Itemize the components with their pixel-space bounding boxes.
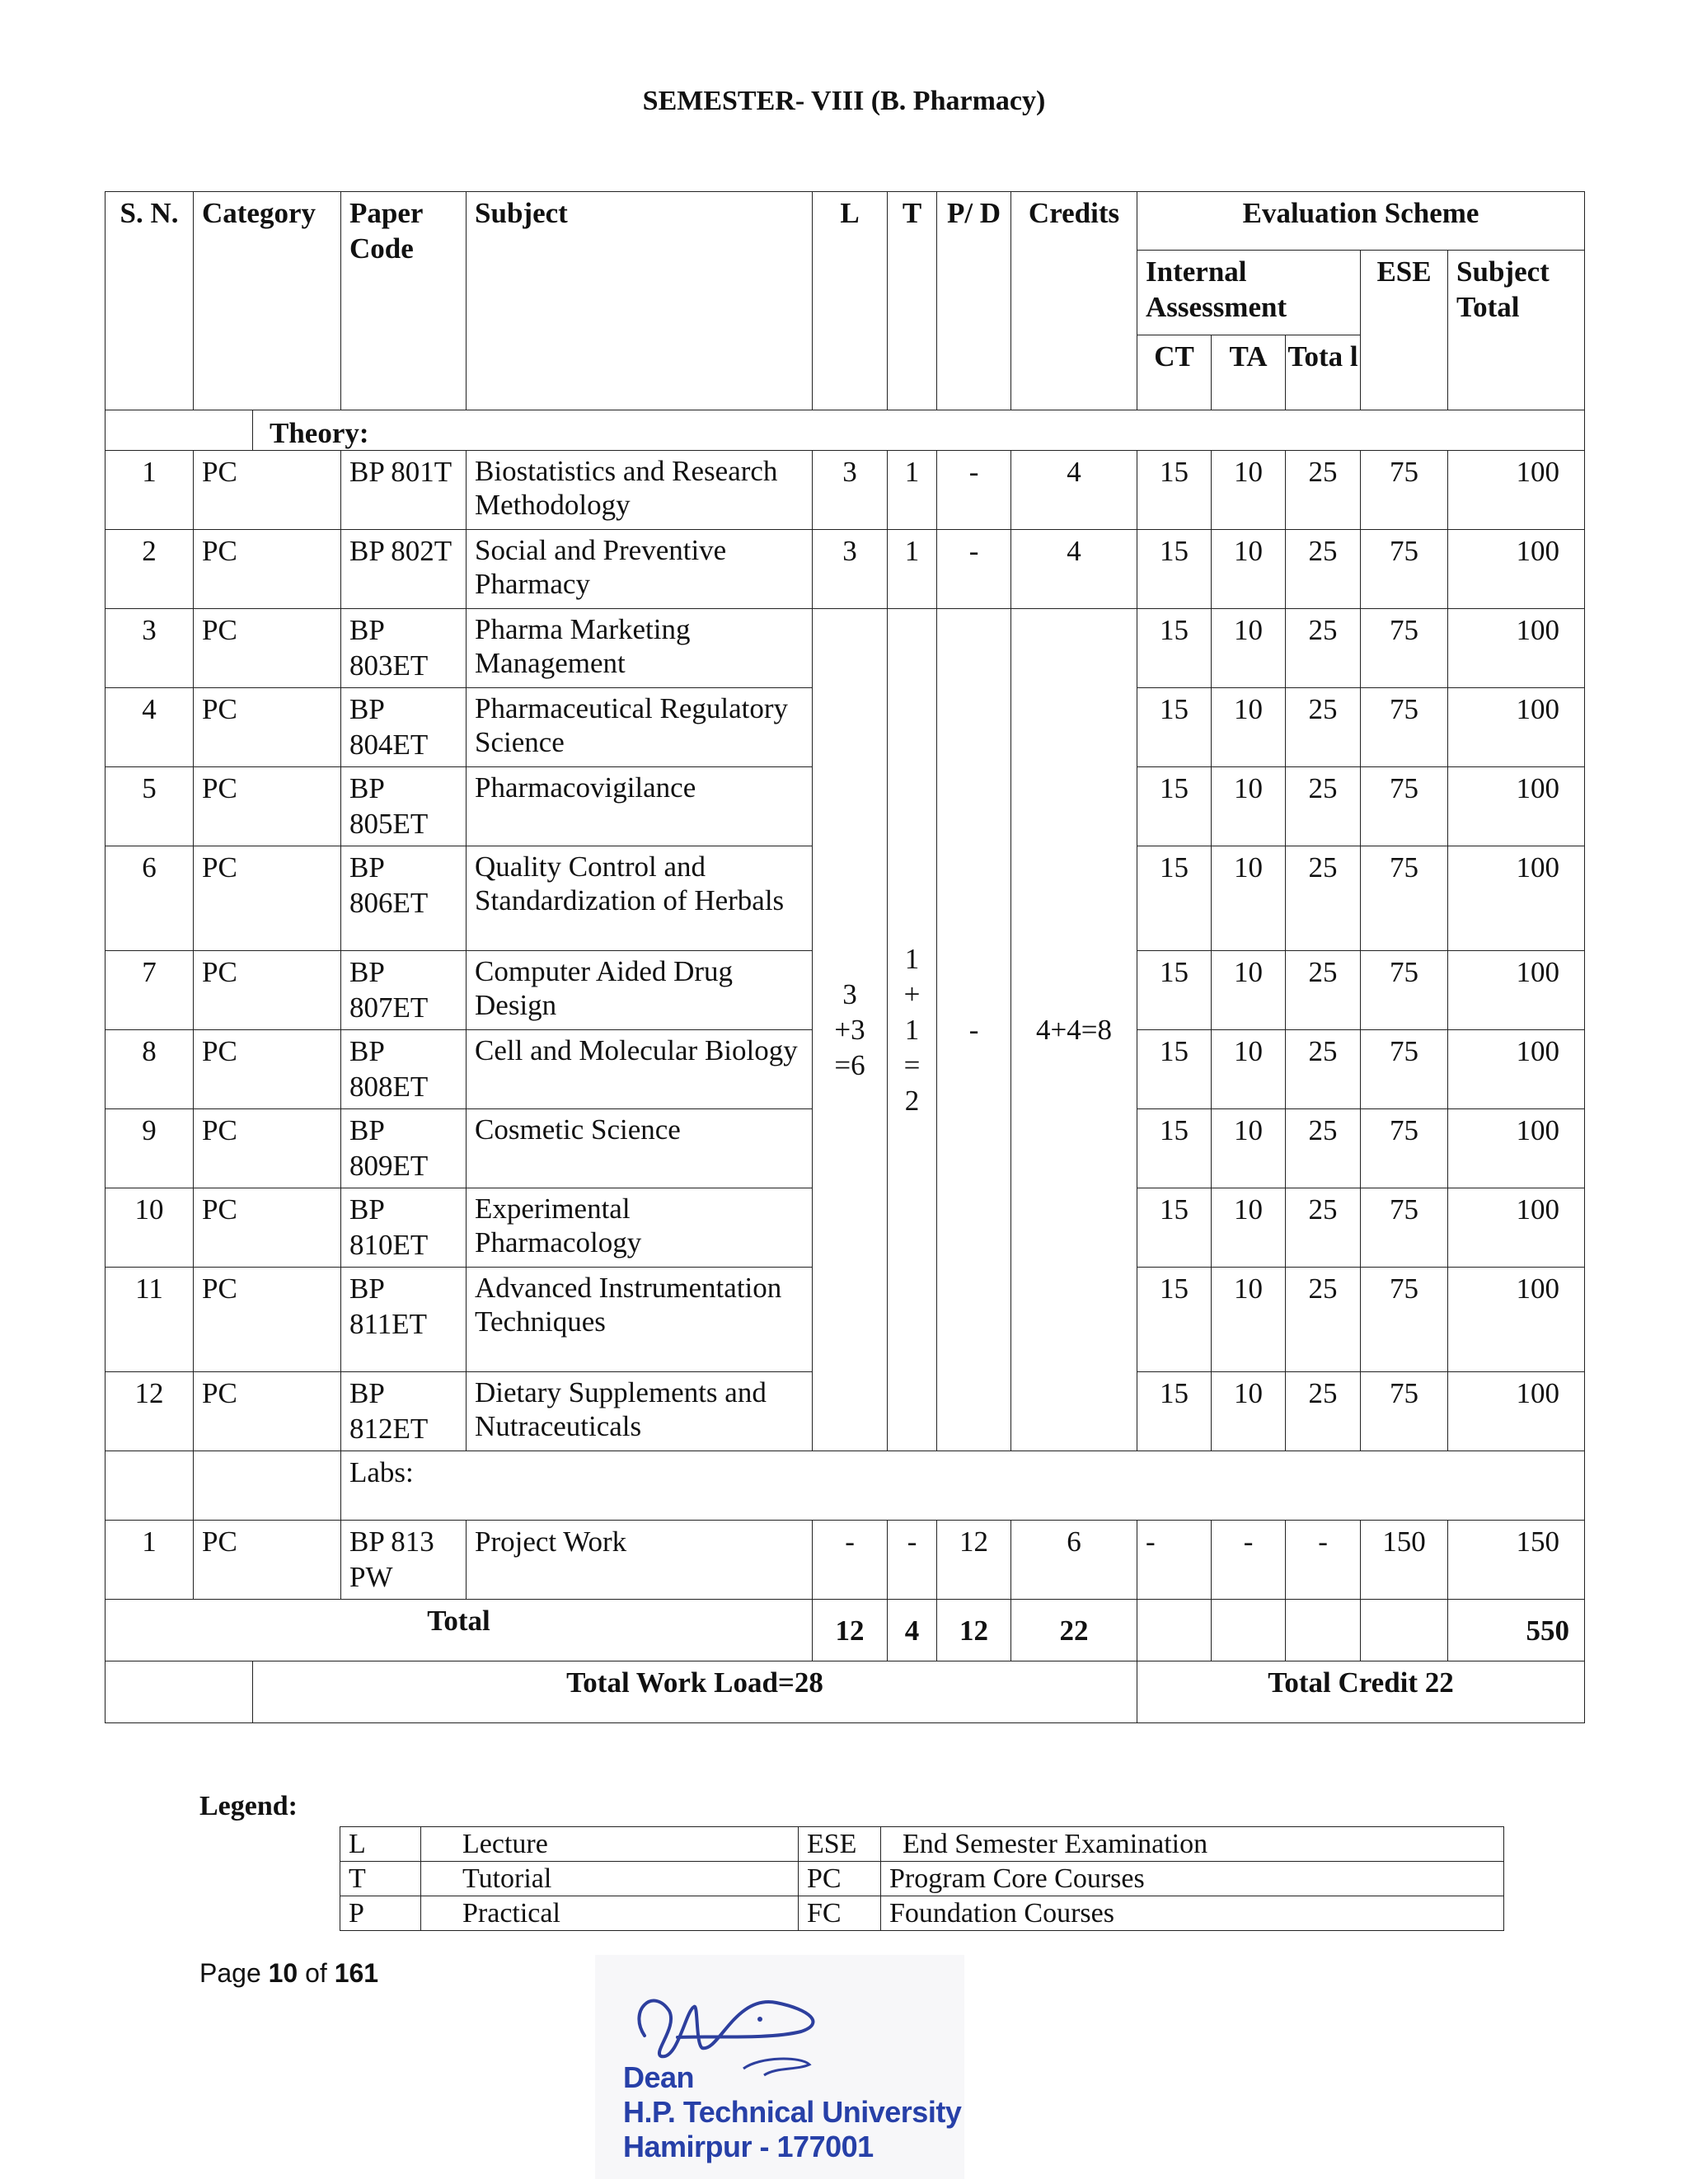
legend-meaning: Practical bbox=[421, 1896, 799, 1931]
row-ese: 75 bbox=[1361, 846, 1448, 951]
elective-l: 3 +3 =6 bbox=[813, 609, 888, 1451]
row-ese: 75 bbox=[1361, 1372, 1448, 1451]
row-credits: 4 bbox=[1011, 451, 1137, 530]
row-ia-total: 25 bbox=[1286, 1030, 1361, 1109]
row-paper-code: BP 805ET bbox=[341, 767, 467, 846]
row-subject: Dietary Supplements and Nutraceuticals bbox=[467, 1372, 813, 1451]
total-pd: 12 bbox=[937, 1600, 1011, 1661]
row-subject: Cosmetic Science bbox=[467, 1109, 813, 1188]
legend-meaning: Lecture bbox=[421, 1827, 799, 1862]
header-subject: Subject bbox=[467, 192, 813, 410]
legend-row bbox=[340, 1862, 1504, 1896]
legend-meaning: End Semester Examination bbox=[881, 1827, 1504, 1862]
row-ia-total: 25 bbox=[1286, 688, 1361, 767]
row-subject: Cell and Molecular Biology bbox=[467, 1030, 813, 1109]
row-ese: 75 bbox=[1361, 609, 1448, 688]
legend-abbr: L bbox=[340, 1827, 421, 1862]
row-ia-total: 25 bbox=[1286, 1109, 1361, 1188]
row-ese: 75 bbox=[1361, 1109, 1448, 1188]
row-paper-code: BP 804ET bbox=[341, 688, 467, 767]
header-category: Category bbox=[194, 192, 341, 410]
row-ia-total: 25 bbox=[1286, 1372, 1361, 1451]
row-ta: - bbox=[1212, 1521, 1286, 1600]
row-subject-total: 100 bbox=[1448, 1372, 1585, 1451]
row-ct: 15 bbox=[1137, 451, 1212, 530]
row-sn: 9 bbox=[106, 1109, 194, 1188]
scheme-table bbox=[105, 191, 1585, 1723]
legend-table bbox=[340, 1826, 1504, 1931]
row-subject-total: 100 bbox=[1448, 1188, 1585, 1268]
row-sn: 7 bbox=[106, 951, 194, 1030]
total-l: 12 bbox=[813, 1600, 888, 1661]
row-credits: 6 bbox=[1011, 1521, 1137, 1600]
row-l: 3 bbox=[813, 530, 888, 609]
legend-abbr: PC bbox=[799, 1862, 881, 1896]
legend-abbr: ESE bbox=[799, 1827, 881, 1862]
page-number: Page 10 of 161 bbox=[199, 1958, 379, 1988]
header-internal-assessment: Internal Assessment bbox=[1137, 251, 1361, 335]
row-category: PC bbox=[194, 1030, 341, 1109]
page-title: SEMESTER- VIII (B. Pharmacy) bbox=[642, 86, 1046, 116]
row-ct: 15 bbox=[1137, 846, 1212, 951]
row-l: 3 bbox=[813, 451, 888, 530]
row-category: PC bbox=[194, 1188, 341, 1268]
row-ta: 10 bbox=[1212, 1268, 1286, 1372]
row-category: PC bbox=[194, 846, 341, 951]
row-ta: 10 bbox=[1212, 1030, 1286, 1109]
row-ct: 15 bbox=[1137, 1030, 1212, 1109]
row-ia-total: 25 bbox=[1286, 530, 1361, 609]
row-sn: 2 bbox=[106, 530, 194, 609]
elective-t-line: = bbox=[903, 1049, 921, 1081]
row-subject: Advanced Instrumentation Techniques bbox=[467, 1268, 813, 1372]
row-pd: - bbox=[937, 451, 1011, 530]
row-ct: 15 bbox=[1137, 688, 1212, 767]
row-t: - bbox=[888, 1521, 937, 1600]
row-category: PC bbox=[194, 688, 341, 767]
header-ta: TA bbox=[1212, 335, 1286, 410]
row-category: PC bbox=[194, 1521, 341, 1600]
legend-meaning: Tutorial bbox=[421, 1862, 799, 1896]
row-ct: 15 bbox=[1137, 1372, 1212, 1451]
table-row bbox=[106, 451, 1585, 530]
row-ia-total: 25 bbox=[1286, 767, 1361, 846]
header-paper-code: Paper Code bbox=[341, 192, 467, 410]
row-subject-total: 100 bbox=[1448, 1268, 1585, 1372]
row-ese: 75 bbox=[1361, 530, 1448, 609]
table-row bbox=[106, 609, 1585, 688]
row-ta: 10 bbox=[1212, 609, 1286, 688]
row-ta: 10 bbox=[1212, 530, 1286, 609]
row-l: - bbox=[813, 1521, 888, 1600]
header-ese: ESE bbox=[1361, 251, 1448, 410]
legend-row bbox=[340, 1827, 1504, 1862]
row-category: PC bbox=[194, 609, 341, 688]
row-t: 1 bbox=[888, 451, 937, 530]
row-ese: 75 bbox=[1361, 688, 1448, 767]
row-ia-total: 25 bbox=[1286, 1268, 1361, 1372]
row-ta: 10 bbox=[1212, 1188, 1286, 1268]
header-t: T bbox=[888, 192, 937, 410]
header-total: Tota l bbox=[1286, 335, 1361, 410]
row-sn: 8 bbox=[106, 1030, 194, 1109]
total-credit: Total Credit 22 bbox=[1137, 1661, 1585, 1723]
row-category: PC bbox=[194, 951, 341, 1030]
row-ct: 15 bbox=[1137, 1109, 1212, 1188]
row-subject-total: 100 bbox=[1448, 1109, 1585, 1188]
row-ct: 15 bbox=[1137, 951, 1212, 1030]
row-pd: 12 bbox=[937, 1521, 1011, 1600]
row-ia-total: 25 bbox=[1286, 951, 1361, 1030]
row-subject-total: 100 bbox=[1448, 609, 1585, 688]
table-row bbox=[106, 530, 1585, 609]
header-subject-total: Subject Total bbox=[1448, 251, 1585, 410]
row-paper-code: BP 801T bbox=[341, 451, 467, 530]
row-sn: 12 bbox=[106, 1372, 194, 1451]
row-subject-total: 150 bbox=[1448, 1521, 1585, 1600]
row-category: PC bbox=[194, 767, 341, 846]
elective-t-line: 1 bbox=[904, 1014, 920, 1046]
dean-seal bbox=[595, 1955, 964, 2179]
row-ct: 15 bbox=[1137, 1188, 1212, 1268]
row-subject: Quality Control and Standardization of Herbals bbox=[467, 846, 813, 951]
row-subject: Project Work bbox=[467, 1521, 813, 1600]
total-workload: Total Work Load=28 bbox=[253, 1661, 1137, 1723]
row-subject-total: 100 bbox=[1448, 1030, 1585, 1109]
row-paper-code: BP 811ET bbox=[341, 1268, 467, 1372]
row-ese: 75 bbox=[1361, 451, 1448, 530]
legend-row bbox=[340, 1896, 1504, 1931]
labs-label: Labs: bbox=[341, 1451, 1585, 1521]
row-ct: - bbox=[1137, 1521, 1212, 1600]
total-t: 4 bbox=[888, 1600, 937, 1661]
row-subject-total: 100 bbox=[1448, 951, 1585, 1030]
row-subject-total: 100 bbox=[1448, 530, 1585, 609]
elective-t-line: 2 bbox=[904, 1085, 920, 1117]
row-subject-total: 100 bbox=[1448, 451, 1585, 530]
row-ta: 10 bbox=[1212, 688, 1286, 767]
header-pd: P/ D bbox=[937, 192, 1011, 410]
row-sn: 4 bbox=[106, 688, 194, 767]
row-sn: 6 bbox=[106, 846, 194, 951]
row-ia-total: 25 bbox=[1286, 846, 1361, 951]
legend-abbr: P bbox=[340, 1896, 421, 1931]
legend-meaning: Program Core Courses bbox=[881, 1862, 1504, 1896]
row-paper-code: BP 807ET bbox=[341, 951, 467, 1030]
row-ese: 75 bbox=[1361, 951, 1448, 1030]
row-t: 1 bbox=[888, 530, 937, 609]
row-subject: Experimental Pharmacology bbox=[467, 1188, 813, 1268]
row-ia-total: 25 bbox=[1286, 1188, 1361, 1268]
row-ct: 15 bbox=[1137, 1268, 1212, 1372]
row-sn: 5 bbox=[106, 767, 194, 846]
legend-meaning: Foundation Courses bbox=[881, 1896, 1504, 1931]
row-ia-total: 25 bbox=[1286, 451, 1361, 530]
row-sn: 1 bbox=[106, 1521, 194, 1600]
header-sn: S. N. bbox=[106, 192, 194, 410]
row-sn: 11 bbox=[106, 1268, 194, 1372]
row-subject: Social and Preventive Pharmacy bbox=[467, 530, 813, 609]
row-subject: Pharmaceutical Regulatory Science bbox=[467, 688, 813, 767]
row-ese: 150 bbox=[1361, 1521, 1448, 1600]
row-ese: 75 bbox=[1361, 1188, 1448, 1268]
row-ta: 10 bbox=[1212, 846, 1286, 951]
total-credits: 22 bbox=[1011, 1600, 1137, 1661]
elective-t bbox=[888, 609, 937, 1451]
total-label: Total bbox=[106, 1600, 813, 1661]
row-category: PC bbox=[194, 1372, 341, 1451]
legend-abbr: FC bbox=[799, 1896, 881, 1931]
row-subject: Pharma Marketing Management bbox=[467, 609, 813, 688]
row-ese: 75 bbox=[1361, 1030, 1448, 1109]
row-subject-total: 100 bbox=[1448, 767, 1585, 846]
row-category: PC bbox=[194, 1268, 341, 1372]
elective-credits: 4+4=8 bbox=[1011, 609, 1137, 1451]
legend-title: Legend: bbox=[199, 1791, 298, 1821]
row-subject: Pharmacovigilance bbox=[467, 767, 813, 846]
row-subject-total: 100 bbox=[1448, 688, 1585, 767]
row-pd: - bbox=[937, 530, 1011, 609]
total-subject-total: 550 bbox=[1448, 1600, 1585, 1661]
row-paper-code: BP 813 PW bbox=[341, 1521, 467, 1600]
row-paper-code: BP 803ET bbox=[341, 609, 467, 688]
row-paper-code: BP 812ET bbox=[341, 1372, 467, 1451]
row-ct: 15 bbox=[1137, 767, 1212, 846]
legend-abbr: T bbox=[340, 1862, 421, 1896]
row-ta: 10 bbox=[1212, 1109, 1286, 1188]
elective-t-line: 1 bbox=[904, 943, 920, 975]
elective-pd: - bbox=[937, 609, 1011, 1451]
row-paper-code: BP 806ET bbox=[341, 846, 467, 951]
row-ia-total: - bbox=[1286, 1521, 1361, 1600]
header-credits: Credits bbox=[1011, 192, 1137, 410]
row-subject-total: 100 bbox=[1448, 846, 1585, 951]
row-ese: 75 bbox=[1361, 767, 1448, 846]
seal-line-2: H.P. Technical University bbox=[623, 2095, 962, 2129]
row-paper-code: BP 810ET bbox=[341, 1188, 467, 1268]
row-subject: Computer Aided Drug Design bbox=[467, 951, 813, 1030]
row-ta: 10 bbox=[1212, 451, 1286, 530]
table-row bbox=[106, 1521, 1585, 1600]
row-ta: 10 bbox=[1212, 767, 1286, 846]
seal-line-1: Dean bbox=[623, 2060, 695, 2094]
row-sn: 1 bbox=[106, 451, 194, 530]
header-evaluation-scheme: Evaluation Scheme bbox=[1137, 192, 1585, 251]
row-ta: 10 bbox=[1212, 951, 1286, 1030]
row-category: PC bbox=[194, 451, 341, 530]
row-ct: 15 bbox=[1137, 609, 1212, 688]
row-paper-code: BP 802T bbox=[341, 530, 467, 609]
row-ia-total: 25 bbox=[1286, 609, 1361, 688]
header-l: L bbox=[813, 192, 888, 410]
seal-line-3: Hamirpur - 177001 bbox=[623, 2130, 874, 2163]
theory-label: Theory: bbox=[253, 410, 1585, 451]
elective-t-line: + bbox=[903, 978, 921, 1010]
row-ta: 10 bbox=[1212, 1372, 1286, 1451]
row-category: PC bbox=[194, 1109, 341, 1188]
row-paper-code: BP 809ET bbox=[341, 1109, 467, 1188]
row-ese: 75 bbox=[1361, 1268, 1448, 1372]
row-paper-code: BP 808ET bbox=[341, 1030, 467, 1109]
header-ct: CT bbox=[1137, 335, 1212, 410]
row-subject: Biostatistics and Research Methodology bbox=[467, 451, 813, 530]
row-sn: 10 bbox=[106, 1188, 194, 1268]
row-credits: 4 bbox=[1011, 530, 1137, 609]
row-ct: 15 bbox=[1137, 530, 1212, 609]
row-sn: 3 bbox=[106, 609, 194, 688]
row-category: PC bbox=[194, 530, 341, 609]
